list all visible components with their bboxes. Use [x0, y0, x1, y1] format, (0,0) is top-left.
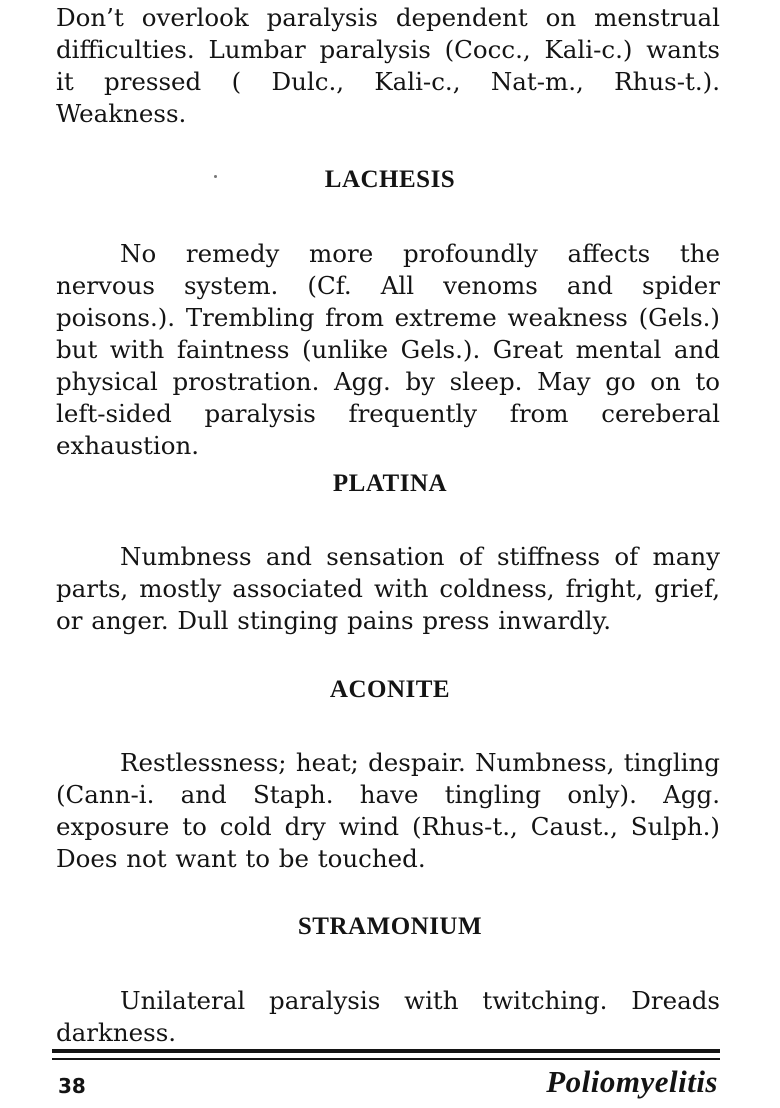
- section-heading-stramonium: STRAMONIUM: [297, 913, 483, 940]
- footer-rule-thick: [52, 1049, 720, 1053]
- section-body-lachesis: No remedy more profoundly affects the nervous system. (Cf. All venoms and spider poisons.). Trembling from extreme weakness (Gels.) but with faintness (unlike Gels.). Great mental and physical prostration. Agg. by sleep. May go on to left-sided paralysis frequently from cereberal exhaustion.: [56, 239, 720, 460]
- section-body-platina: Numbness and sensation of stiffness of many parts, mostly associated with coldness, fright, grief, or anger. Dull stinging pains press inwardly.: [56, 542, 720, 635]
- section-body-stramonium: Unilateral paralysis with twitching. Dreads darkness.: [56, 986, 720, 1047]
- section-heading-platina: PLATINA: [332, 470, 448, 497]
- page-number: 38: [58, 1074, 86, 1098]
- section-heading-lachesis: LACHESIS: [324, 166, 456, 193]
- footer-rule-thin: [52, 1058, 720, 1060]
- section-heading-aconite: ACONITE: [329, 676, 451, 703]
- intro-paragraph: Don’t overlook paralysis dependent on menstrual difficulties. Lumbar paralysis (Cocc., Kali-c.) wants it pressed ( Dulc., Kali-c., Nat-m., Rhus-t.). Weakness.: [56, 3, 720, 128]
- section-body-aconite: Restlessness; heat; despair. Numbness, tingling (Cann-i. and Staph. have tingling only). Agg. exposure to cold dry wind (Rhus-t., Caust., Sulph.) Does not want to be touched.: [56, 748, 720, 873]
- running-title: Poliomyelitis: [546, 1064, 718, 1099]
